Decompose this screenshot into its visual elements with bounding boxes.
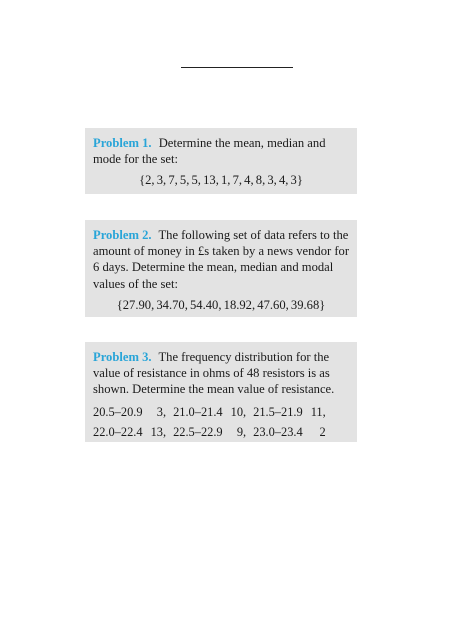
class-frequency: 13, [150, 424, 167, 439]
problem-1-statement [93, 135, 349, 167]
class-range: 22.5–22.9 [173, 424, 223, 439]
problem-2-statement [93, 227, 349, 292]
table-row [93, 423, 333, 443]
class-frequency: 11, [310, 404, 326, 419]
class-frequency: 2 [319, 424, 326, 439]
problem-2-label: Problem 2. [93, 228, 152, 242]
problem-2-text: The following set of data refers to the amount of money in £s taken by a news vendor for 6 days. Determine the mean, median and modal values of the set: [93, 228, 350, 291]
class-range: 23.0–23.4 [253, 424, 303, 439]
problem-1-data-set: {2, 3, 7, 5, 5, 13, 1, 7, 4, 8, 3, 4, 3} [139, 173, 303, 188]
class-range: 20.5–20.9 [93, 404, 143, 419]
problem-3-statement [93, 349, 349, 398]
problem-2-data-set: {27.90, 34.70, 54.40, 18.92, 47.60, 39.68} [116, 297, 326, 312]
frequency-table [93, 403, 333, 443]
problem-3-box [85, 342, 357, 442]
class-range: 22.0–22.4 [93, 424, 143, 439]
class-frequency: 3, [156, 404, 167, 419]
class-range: 21.0–21.4 [173, 404, 223, 419]
problem-1-label: Problem 1. [93, 136, 152, 150]
problem-3-text: The frequency distribution for the value of resistance in ohms of 48 resistors is as shown. Determine the mean value of resistance. [93, 350, 335, 397]
class-frequency: 9, [236, 424, 247, 439]
problem-1-text: Determine the mean, median and mode for the set: [93, 136, 326, 167]
problem-2-box [85, 220, 357, 317]
header-rule [181, 67, 293, 68]
problem-1-box [85, 128, 357, 194]
problem-3-label: Problem 3. [93, 350, 152, 364]
table-row [93, 403, 333, 423]
class-range: 21.5–21.9 [253, 404, 303, 419]
class-frequency: 10, [230, 404, 247, 419]
